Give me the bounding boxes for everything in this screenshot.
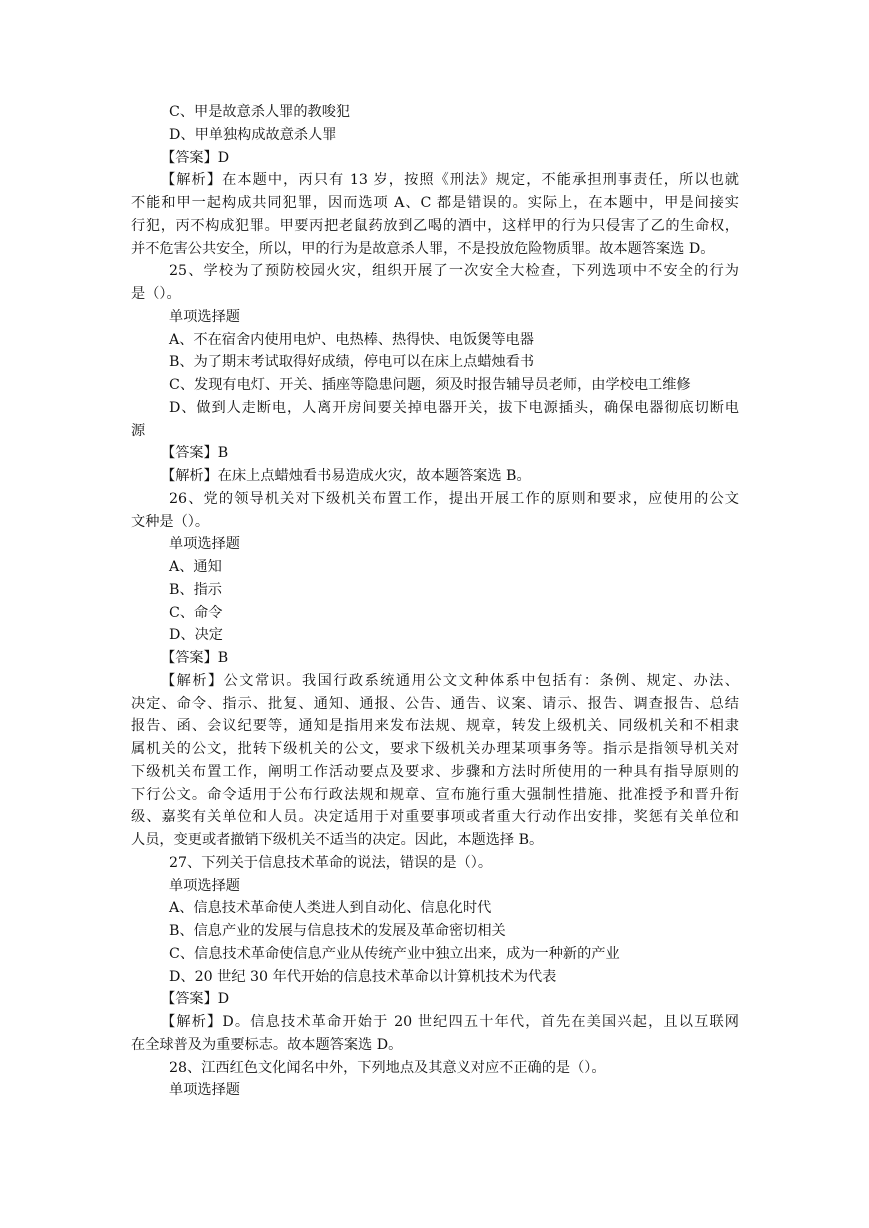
text-line: 单项选择题	[169, 308, 240, 325]
text-line: 行犯，丙不构成犯罪。甲要丙把老鼠药放到乙喝的酒中，这样甲的行为只侵害了乙的生命权，	[131, 217, 739, 234]
text-line: 27、下列关于信息技术革命的说法，错误的是（）。	[169, 854, 493, 871]
text-line: C、命令	[169, 604, 223, 621]
text-line: D、甲单独构成故意杀人罪	[169, 126, 337, 143]
text-line: D、做到人走断电，人离开房间要关掉电器开关，拔下电源插头，确保电器彻底切断电	[169, 399, 739, 416]
text-line: 【答案】B	[161, 445, 229, 462]
text-line: 人员，变更或者撤销下级机关不适当的决定。因此，本题选择 B。	[131, 832, 544, 848]
text-line: 【答案】D	[161, 991, 230, 1008]
text-line: D、20 世纪 30 年代开始的信息技术革命以计算机技术为代表	[169, 968, 557, 985]
text-line: 单项选择题	[169, 1082, 240, 1099]
text-line: B、为了期末考试取得好成绩，停电可以在床上点蜡烛看书	[169, 354, 535, 371]
text-line: 源	[131, 422, 146, 439]
text-line: B、指示	[169, 581, 222, 598]
text-line: 【解析】公文常识。我国行政系统通用公文文种体系中包括有：条例、规定、办法、	[161, 672, 739, 689]
text-line: 下行公文。命令适用于公布行政法规和规章、宣布施行重大强制性措施、批准授予和晋升衔	[131, 786, 739, 803]
text-line: 文种是（）。	[131, 513, 210, 530]
text-line: C、发现有电灯、开关、插座等隐患问题，须及时报告辅导员老师，由学校电工维修	[169, 377, 691, 393]
text-line: A、信息技术革命使人类进人到自动化、信息化时代	[169, 900, 492, 917]
text-line: 【解析】在床上点蜡烛看书易造成火灾，故本题答案选 B。	[161, 468, 531, 484]
text-line: 在全球普及为重要标志。故本题答案选 D。	[131, 1036, 403, 1053]
text-line: 【答案】D	[161, 149, 230, 166]
text-line: 级、嘉奖有关单位和人员。决定适用于对重要事项或者重大行动作出安排，奖惩有关单位和	[131, 809, 739, 826]
text-line: 报告、函、会议纪要等，通知是指用来发布法规、规章，转发上级机关、同级机关和不相隶	[131, 718, 739, 735]
text-line: 【解析】D。信息技术革命开始于 20 世纪四五十年代，首先在美国兴起，且以互联网	[161, 1014, 739, 1030]
text-line: A、通知	[169, 559, 222, 575]
text-line: 26、党的领导机关对下级机关布置工作，提出开展工作的原则和要求，应使用的公文	[169, 490, 739, 507]
text-line: D、决定	[169, 627, 223, 644]
text-line: C、信息技术革命使信息产业从传统产业中独立出来，成为一种新的产业	[169, 945, 620, 962]
text-line: 是（）。	[131, 286, 181, 302]
text-line: 25、学校为了预防校园火灾，组织开展了一次安全大检查，下列选项中不安全的行为	[169, 263, 739, 280]
text-line: 决定、命令、指示、批复、通知、通报、公告、通告、议案、请示、报告、调查报告、总结	[131, 695, 739, 712]
text-line: 28、江西红色文化闻名中外，下列地点及其意义对应不正确的是（）。	[169, 1059, 606, 1076]
document-page	[131, 101, 739, 1102]
text-line: 【答案】B	[161, 650, 229, 666]
text-line: 下级机关布置工作，阐明工作活动要点及要求、步骤和方法时所使用的一种具有指导原则的	[131, 763, 739, 780]
text-line: C、甲是故意杀人罪的教唆犯	[169, 104, 351, 120]
text-line: 不能和甲一起构成共同犯罪，因而选项 A、C 都是错误的。实际上，在本题中，甲是间接实	[131, 195, 739, 211]
text-line: 单项选择题	[169, 877, 240, 894]
text-line: B、信息产业的发展与信息技术的发展及革命密切相关	[169, 923, 506, 939]
text-line: A、不在宿舍内使用电炉、电热棒、热得快、电饭煲等电器	[169, 331, 534, 348]
text-line: 属机关的公文，批转下级机关的公文，要求下级机关办理某项事务等。指示是指领导机关对	[131, 741, 739, 757]
text-line: 【解析】在本题中，丙只有 13 岁，按照《刑法》规定，不能承担刑事责任，所以也就	[161, 172, 739, 189]
text-line: 并不危害公共安全，所以，甲的行为是故意杀人罪，不是投放危险物质罪。故本题答案选 D。	[131, 240, 715, 257]
text-line: 单项选择题	[169, 536, 240, 553]
